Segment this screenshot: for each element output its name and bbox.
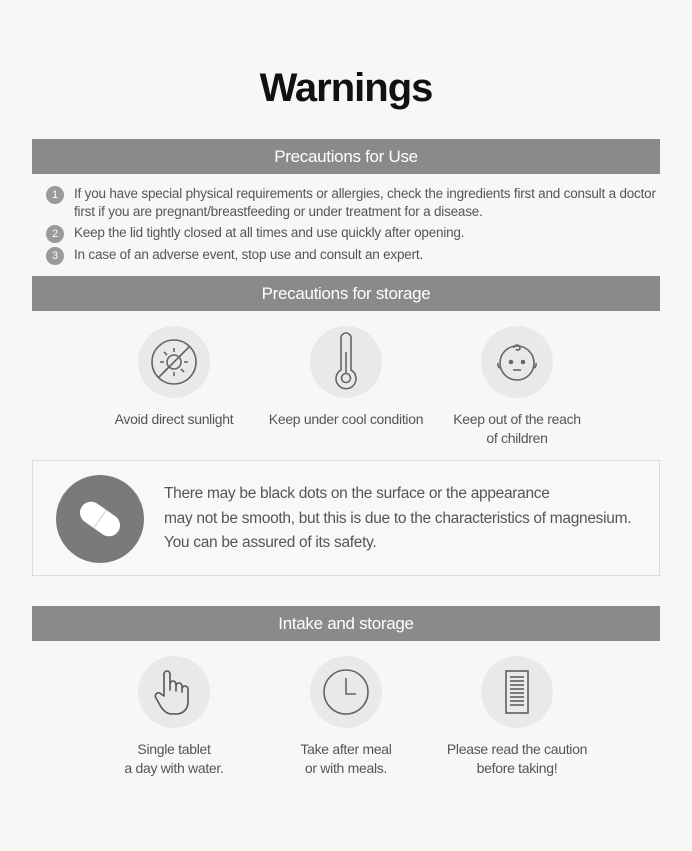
thermometer-icon xyxy=(326,332,366,392)
storage-item-sunlight xyxy=(74,326,274,429)
list-number-badge: 2 xyxy=(46,225,64,243)
baby-face-icon xyxy=(492,337,542,387)
intake-item-meal xyxy=(246,656,446,778)
intake-item-tablet xyxy=(74,656,274,778)
magnesium-notice xyxy=(32,460,660,576)
hand-pointer-icon xyxy=(150,666,198,718)
icon-circle xyxy=(481,326,553,398)
document-icon xyxy=(497,667,537,717)
storage-item-cool xyxy=(246,326,446,429)
notice-line: There may be black dots on the surface or the appearance xyxy=(164,485,550,502)
precautions-use-list xyxy=(46,185,671,268)
storage-caption: Avoid direct sunlight xyxy=(114,411,234,427)
list-number-badge: 3 xyxy=(46,247,64,265)
precautions-storage-header: Precautions for storage xyxy=(32,276,660,311)
notice-line: You can be assured of its safety. xyxy=(164,534,377,551)
pill-circle xyxy=(56,475,144,563)
storage-caption: Keep out of the reach of children xyxy=(453,411,581,446)
storage-caption: Keep under cool condition xyxy=(268,411,424,427)
list-item-text: first if you are pregnant/breastfeeding or under treatment for a disease. xyxy=(74,204,483,219)
list-item xyxy=(46,185,671,221)
icon-circle xyxy=(138,656,210,728)
list-item-text: Keep the lid tightly closed at all times and use quickly after opening. xyxy=(74,225,465,240)
intake-storage-header: Intake and storage xyxy=(32,606,660,641)
icon-circle xyxy=(310,656,382,728)
list-number-badge: 1 xyxy=(46,186,64,204)
precautions-use-header: Precautions for Use xyxy=(32,139,660,174)
icon-circle xyxy=(310,326,382,398)
notice-text xyxy=(164,482,654,556)
clock-icon xyxy=(321,667,371,717)
intake-item-read xyxy=(417,656,617,778)
icon-circle xyxy=(138,326,210,398)
list-item-text: If you have special physical requirements or allergies, check the ingredients first and consult a doctor xyxy=(74,186,656,201)
no-sunlight-icon xyxy=(149,337,199,387)
list-item xyxy=(46,246,671,265)
list-item xyxy=(46,224,671,243)
icon-circle xyxy=(481,656,553,728)
intake-caption: Please read the caution before taking! xyxy=(446,741,588,776)
pill-icon xyxy=(70,489,130,549)
storage-item-children xyxy=(417,326,617,448)
notice-line: may not be smooth, but this is due to the characteristics of magnesium. xyxy=(164,509,632,527)
page-title: Warnings xyxy=(259,66,433,110)
intake-caption: Take after meal or with meals. xyxy=(300,741,392,776)
intake-caption: Single tablet a day with water. xyxy=(124,741,224,776)
list-item-text: In case of an adverse event, stop use and consult an expert. xyxy=(74,247,423,262)
